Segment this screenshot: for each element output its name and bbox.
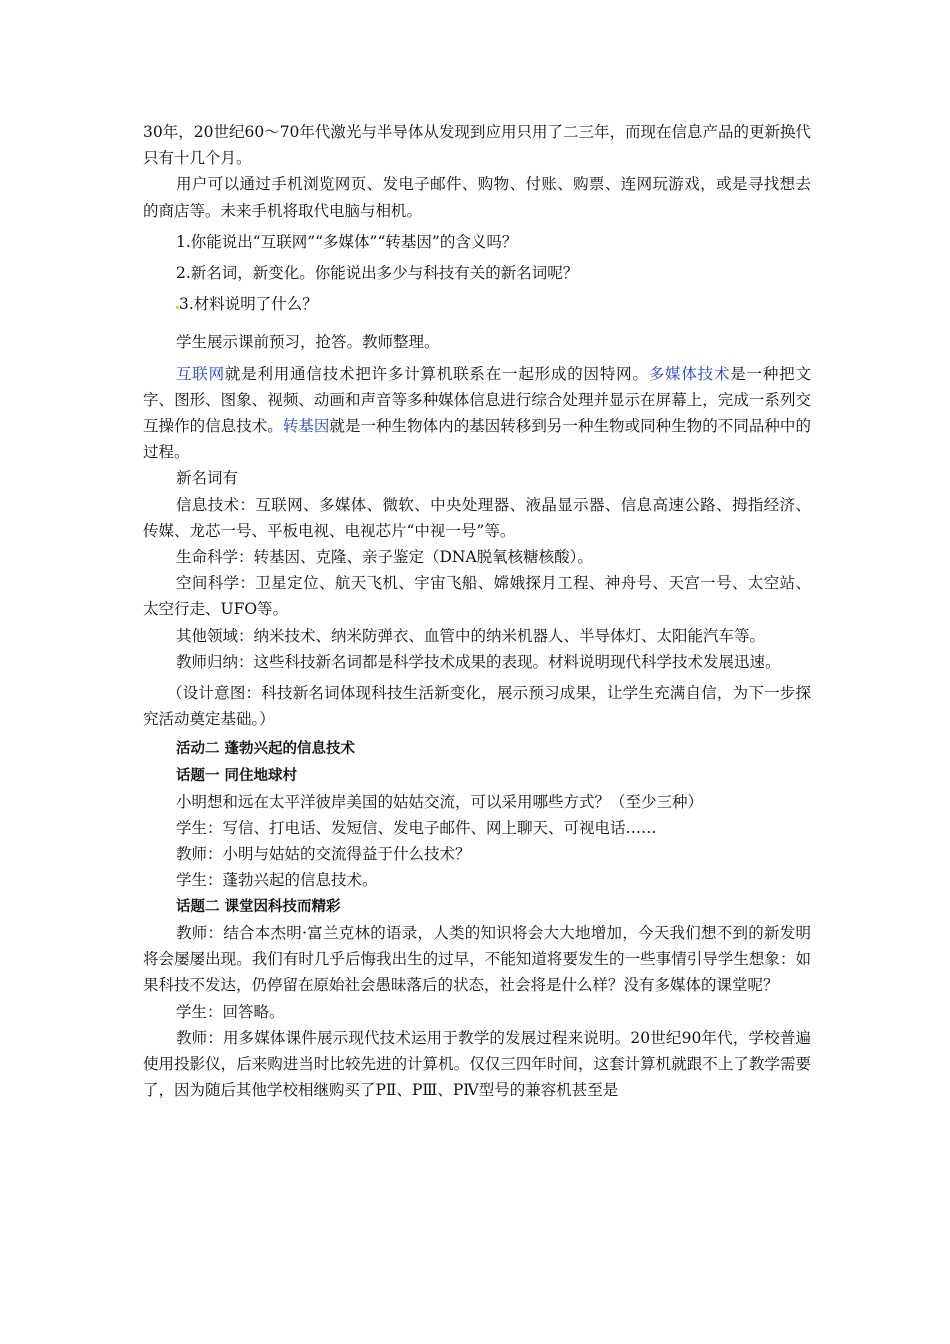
question-2: 2.新名词，新变化。你能说出多少与科技有关的新名词呢？ [176,264,579,283]
paragraph-students-preview: 学生展示课前预习，抢答。教师整理。 [176,333,440,352]
paragraph-teacher-question: 教师：小明与姑姑的交流得益于什么技术？ [176,845,471,864]
paragraph-mobile: 用户可以通过手机浏览网页、发电子邮件、购物、付账、购票、连网玩游戏，或是寻找想去的商店等。未来手机将取代电脑与相机。 [143,175,811,220]
heading-topic-two: 话题二 课堂因科技而精彩 [176,898,341,915]
paragraph-new-words-heading: 新名词有 [176,469,239,488]
paragraph-student-answer: 学生：写信、打电话、发短信、发电子邮件、网上聊天、可视电话…… [176,819,657,838]
paragraph-definitions: 互联网就是利用通信技术把许多计算机联系在一起形成的因特网。多媒体技术是一种把文字、图形、图象、视频、动画和声音等多种媒体信息进行综合处理并显示在屏幕上，完成一系列交互操作的信息技术。转基因就是一种生物体内的基因转移到另一种生物或同种生物的不同品种中的过程。 [143,364,811,462]
paragraph-multimedia-history: 教师：用多媒体课件展示现代技术运用于教学的发展过程来说明。20世纪90年代，学校普遍使用投影仪，后来购进当时比较先进的计算机。仅仅三四年时间，这套计算机就跟不上了教学需要了，因为随后其他学校相继购买了PⅡ、PⅢ、PⅣ型号的兼容机甚至是 [143,1028,811,1100]
heading-topic-one: 话题一 同住地球村 [176,767,298,784]
paragraph-franklin: 教师：结合本杰明·富兰克林的语录，人类的知识将会大大地增加，今天我们想不到的新发明将会屡屡出现。我们有时几乎后悔我出生的过早，不能知道将要发生的一些事情引导学生想象：如果科技不发达，仍停留在原始社会愚昧落后的状态，社会将是什么样？没有多媒体的课堂呢？ [143,923,811,995]
paragraph-info-tech: 信息技术：互联网、多媒体、微软、中央处理器、液晶显示器、信息高速公路、拇指经济、传媒、龙芯一号、平板电视、电视芯片“中视一号”等。 [143,495,811,540]
term-internet: 互联网 [176,364,225,383]
term-transgenic: 转基因 [282,417,330,436]
paragraph-life-science: 生命科学：转基因、克隆、亲子鉴定（DNA脱氧核糖核酸）。 [176,548,593,567]
paragraph-space-science: 空间科学：卫星定位、航天飞机、宇宙飞船、嫦娥探月工程、神舟号、天宫一号、太空站、太空行走、UFO等。 [143,574,811,619]
heading-activity-two: 活动二 蓬勃兴起的信息技术 [176,741,356,758]
paragraph-teacher-summary: 教师归纳：这些科技新名词都是科学技术成果的表现。材料说明现代科学技术发展迅速。 [176,652,781,671]
question-1: 1.你能说出“互联网”“多媒体”“转基因”的含义吗？ [176,232,518,251]
document-page [143,119,811,1103]
paragraph-other-fields: 其他领域：纳米技术、纳米防弹衣、血管中的纳米机器人、半导体灯、太阳能汽车等。 [176,626,766,645]
paragraph-intro: 30年，20世纪60～70年代激光与半导体从发现到应用只用了二三年，而现在信息产品的更新换代只有十几个月。 [143,123,811,168]
paragraph-student-omit: 学生：回答略。 [176,1002,285,1021]
question-3: 3.材料说明了什么？ [143,291,811,317]
paragraph-design-intent: （设计意图：科技新名词体现科技生活新变化，展示预习成果，让学生充满自信，为下一步探究活动奠定基础。） [143,684,811,729]
paragraph-xiaoming-question: 小明想和远在太平洋彼岸美国的姑姑交流，可以采用哪些方式？（至少三种） [176,792,704,811]
term-multimedia: 多媒体技术 [648,364,731,383]
paragraph-student-reply: 学生：蓬勃兴起的信息技术。 [176,871,378,890]
